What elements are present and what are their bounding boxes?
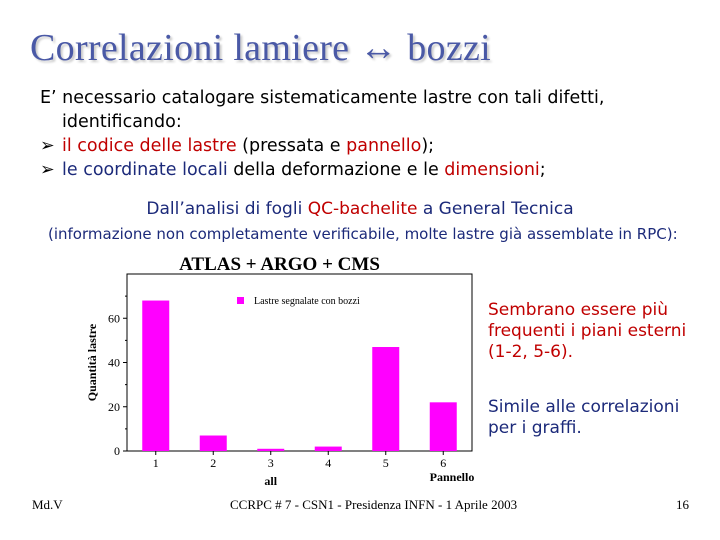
- chart-title: ATLAS + ARGO + CMS: [179, 254, 380, 275]
- legend-swatch: [237, 297, 244, 304]
- observation-note-2: Simile alle correlazioni per i graffi.: [488, 397, 680, 438]
- source-line: [0, 199, 720, 219]
- bullet-arrow-icon: ➢: [40, 160, 55, 180]
- source-text-c: a General Tecnica: [417, 199, 574, 219]
- footer-author: Md.V: [32, 497, 63, 512]
- bar-3: [257, 449, 284, 451]
- bullet-2-highlight-a: le coordinate locali: [62, 160, 228, 180]
- intro-line-2: identificando:: [62, 112, 182, 132]
- x-tick-label: 3: [267, 456, 274, 470]
- bullet-1-text-d: );: [421, 136, 435, 156]
- x-extra-label: all: [264, 474, 278, 488]
- observation-note-1: Sembrano essere più frequenti i piani esterni (1-2, 5-6).: [488, 300, 687, 362]
- source-text-a: Dall’analisi di fogli: [146, 199, 308, 219]
- slide-body: [40, 86, 700, 182]
- info-note: (informazione non completamente verificabile, molte lastre già assemblate in RPC):: [48, 225, 678, 243]
- y-tick-label: 20: [108, 399, 120, 414]
- legend-entry: Lastre segnalate con bozzi: [254, 296, 360, 307]
- x-tick-label: 5: [382, 456, 389, 470]
- bullet-1-highlight-a: il codice delle lastre: [62, 136, 237, 156]
- bar-2: [200, 436, 227, 451]
- source-highlight: QC-bachelite: [307, 199, 418, 219]
- y-axis-label: Quantità lastre: [85, 323, 99, 402]
- bar-4: [315, 447, 342, 451]
- y-tick-label: 0: [114, 444, 120, 458]
- bar-1: [142, 301, 169, 451]
- bar-6: [430, 402, 457, 451]
- bullet-2-highlight-c: dimensioni: [444, 160, 540, 180]
- slide-title: Correlazioni lamiere ↔ bozzi: [30, 27, 492, 69]
- y-tick-label: 60: [108, 311, 120, 326]
- x-axis-label: Pannello: [429, 470, 475, 484]
- bar-chart: [82, 246, 482, 491]
- intro-line-1: E’ necessario catalogare sistematicamente lastre con tali difetti,: [40, 88, 605, 108]
- x-tick-label: 6: [440, 456, 447, 470]
- y-tick-label: 40: [108, 355, 120, 370]
- bullet-arrow-icon: ➢: [40, 136, 55, 156]
- x-tick-label: 4: [325, 456, 332, 470]
- bullet-1-text-b: (pressata e: [236, 136, 347, 156]
- bullet-1: [40, 134, 700, 158]
- bar-5: [372, 347, 399, 451]
- page-number: 16: [676, 497, 689, 512]
- x-tick-label: 1: [152, 456, 159, 470]
- bullet-1-highlight-c: pannello: [346, 136, 422, 156]
- bullet-2: [40, 158, 700, 182]
- bullet-2-text-d: ;: [539, 160, 546, 180]
- bullet-2-text-b: della deformazione e le: [227, 160, 445, 180]
- footer-center: CCRPC # 7 - CSN1 - Presidenza INFN - 1 Aprile 2003: [230, 497, 518, 512]
- x-tick-label: 2: [210, 456, 217, 470]
